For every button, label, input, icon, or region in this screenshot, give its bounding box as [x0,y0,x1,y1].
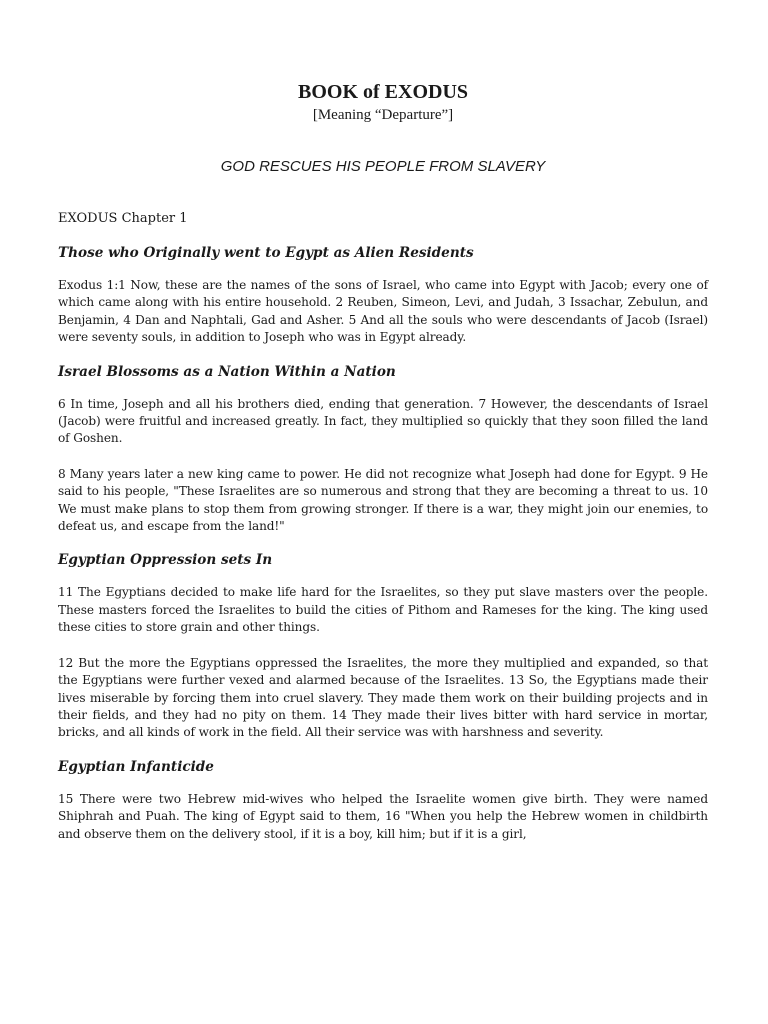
document-tagline: GOD RESCUES HIS PEOPLE FROM SLAVERY [220,158,546,175]
paragraph-verses-8-10: 8 Many years later a new king came to power. He did not recognize what Joseph had done for Egypt. 9 He said to his people, "These Israelites are so numerous and strong that they are becoming a threat to us. 10 We must make plans to stop them from growing stronger. If there is a war, they might join our enemies, to defeat us, and escape from the land!" [58,466,708,534]
document-title: BOOK of EXODUS [297,81,469,103]
paragraph-verses-12-14: 12 But the more the Egyptians oppressed the Israelites, the more they multiplied and expanded, so that the Egyptians were further vexed and alarmed because of the Israelites. 13 So, the Egyptians made their lives miserable by forcing them into cruel slavery. They made them work on their building projects and in their fields, and they had no pity on them. 14 They made their lives bitter with hard service in mortar, bricks, and all kinds of work in the field. All their service was with harshness and severity. [58,655,708,740]
paragraph-verses-15-16: 15 There were two Hebrew mid-wives who helped the Israelite women give birth. They were named Shiphrah and Puah. The king of Egypt said to them, 16 "When you help the Hebrew women in childbirth and observe them on the delivery stool, if it is a boy, kill him; but if it is a girl, [58,791,708,841]
section-heading-nation-within-nation: Israel Blossoms as a Nation Within a Nation [58,363,396,380]
document-page [58,80,708,843]
paragraph-verse-11: 11 The Egyptians decided to make life hard for the Israelites, so they put slave masters over the people. These masters forced the Israelites to build the cities of Pithom and Rameses for the king. The king used these cities to store grain and other things. [58,585,708,635]
section-heading-oppression: Egyptian Oppression sets In [58,552,273,569]
paragraph-verses-6-7: 6 In time, Joseph and all his brothers died, ending that generation. 7 However, the descendants of Israel (Jacob) were fruitful and increased greatly. In fact, they multiplied so quickly that they soon filled the land of Goshen. [58,396,708,446]
section-heading-infanticide: Egyptian Infanticide [58,758,214,775]
chapter-heading: EXODUS Chapter 1 [58,211,188,226]
paragraph-verses-1-5: Exodus 1:1 Now, these are the names of the sons of Israel, who came into Egypt with Jacob; every one of which came along with his entire household. 2 Reuben, Simeon, Levi, and Judah, 3 Issachar, Zebulun, and Benjamin, 4 Dan and Naphtali, Gad and Asher. 5 And all the souls who were descendants of Jacob (Israel) were seventy souls, in addition to Joseph who was in Egypt already. [58,278,708,345]
document-subtitle: [Meaning “Departure”] [312,107,454,123]
section-heading-alien-residents: Those who Originally went to Egypt as Alien Residents [58,245,474,261]
